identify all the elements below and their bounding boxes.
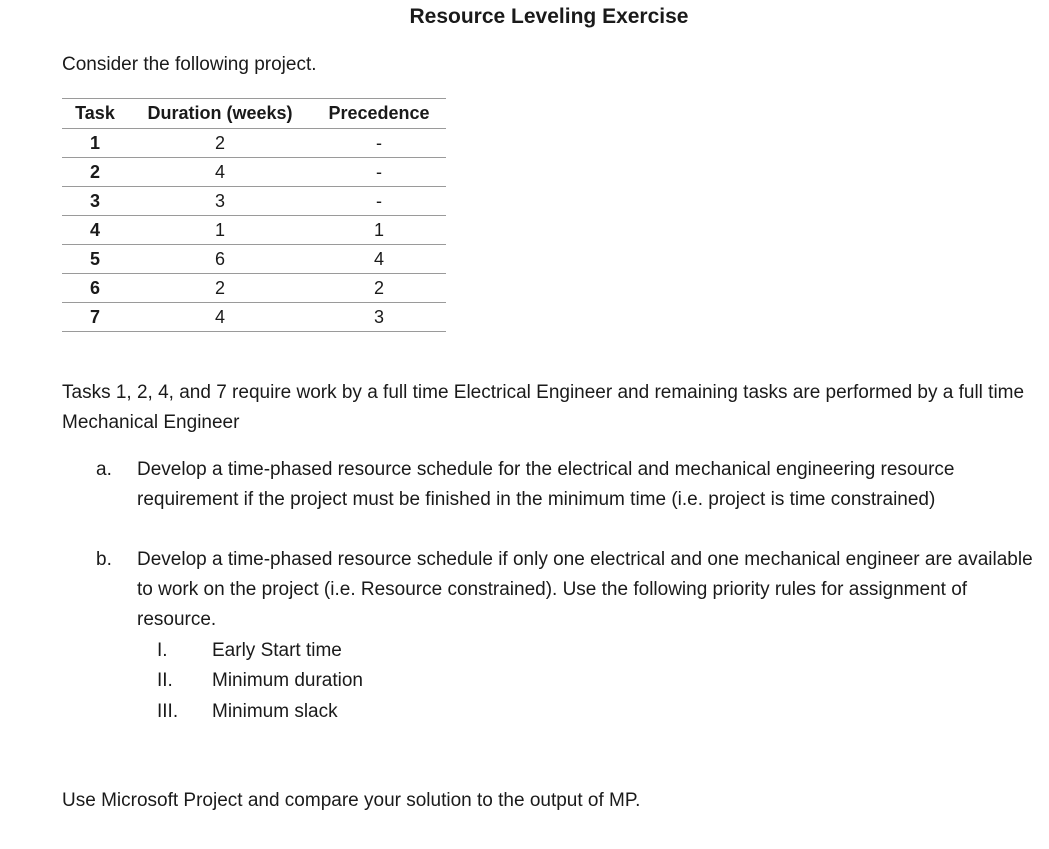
- duration-cell: 2: [128, 129, 312, 158]
- priority-rule-2: [137, 666, 363, 696]
- resource-paragraph: Tasks 1, 2, 4, and 7 require work by a full time Electrical Engineer and remaining tasks are performed by a full time Mechanical Engineer: [62, 382, 1025, 433]
- list-item-text: Develop a time-phased resource schedule if only one electrical and one mechanical engineer are available to work on the project (i.e. Resource constrained). Use the following priority rules for assignment of resource.: [137, 549, 1033, 630]
- priority-rule-3: [137, 697, 338, 727]
- precedence-cell: 2: [312, 274, 446, 303]
- precedence-cell: -: [312, 158, 446, 187]
- task-cell: 4: [62, 216, 128, 245]
- rule-text: Minimum slack: [212, 701, 338, 722]
- precedence-cell: -: [312, 187, 446, 216]
- precedence-cell: 4: [312, 245, 446, 274]
- priority-rule-1: [137, 636, 342, 666]
- column-header-duration: Duration (weeks): [128, 99, 312, 129]
- list-marker: a.: [96, 459, 112, 480]
- footer-instruction: Use Microsoft Project and compare your solution to the output of MP.: [62, 790, 641, 811]
- precedence-cell: 1: [312, 216, 446, 245]
- page-title: Resource Leveling Exercise: [409, 5, 689, 28]
- table-header-row: [62, 99, 446, 129]
- table-row: [62, 187, 446, 216]
- list-item-b: [96, 545, 1041, 635]
- table-row: [62, 158, 446, 187]
- duration-cell: 2: [128, 274, 312, 303]
- duration-cell: 4: [128, 158, 312, 187]
- task-cell: 2: [62, 158, 128, 187]
- task-cell: 7: [62, 303, 128, 332]
- rule-number: II.: [157, 670, 173, 691]
- task-cell: 5: [62, 245, 128, 274]
- column-header-task: Task: [62, 99, 128, 129]
- column-header-precedence: Precedence: [312, 99, 446, 129]
- table-row: [62, 245, 446, 274]
- precedence-cell: -: [312, 129, 446, 158]
- precedence-cell: 3: [312, 303, 446, 332]
- duration-cell: 6: [128, 245, 312, 274]
- task-cell: 1: [62, 129, 128, 158]
- intro-text: Consider the following project.: [62, 54, 317, 75]
- rule-text: Minimum duration: [212, 670, 363, 691]
- rule-text: Early Start time: [212, 640, 342, 661]
- list-item-text: Develop a time-phased resource schedule for the electrical and mechanical engineering resource requirement if the project must be finished in the minimum time (i.e. project is time constrained): [137, 459, 955, 510]
- duration-cell: 3: [128, 187, 312, 216]
- table-row: [62, 216, 446, 245]
- table-row: [62, 129, 446, 158]
- duration-cell: 1: [128, 216, 312, 245]
- list-marker: b.: [96, 549, 112, 570]
- list-item-a: [96, 455, 1041, 515]
- task-cell: 3: [62, 187, 128, 216]
- task-table: [62, 98, 446, 332]
- task-cell: 6: [62, 274, 128, 303]
- duration-cell: 4: [128, 303, 312, 332]
- rule-number: III.: [157, 701, 179, 722]
- rule-number: I.: [157, 640, 168, 661]
- table-row: [62, 303, 446, 332]
- table-row: [62, 274, 446, 303]
